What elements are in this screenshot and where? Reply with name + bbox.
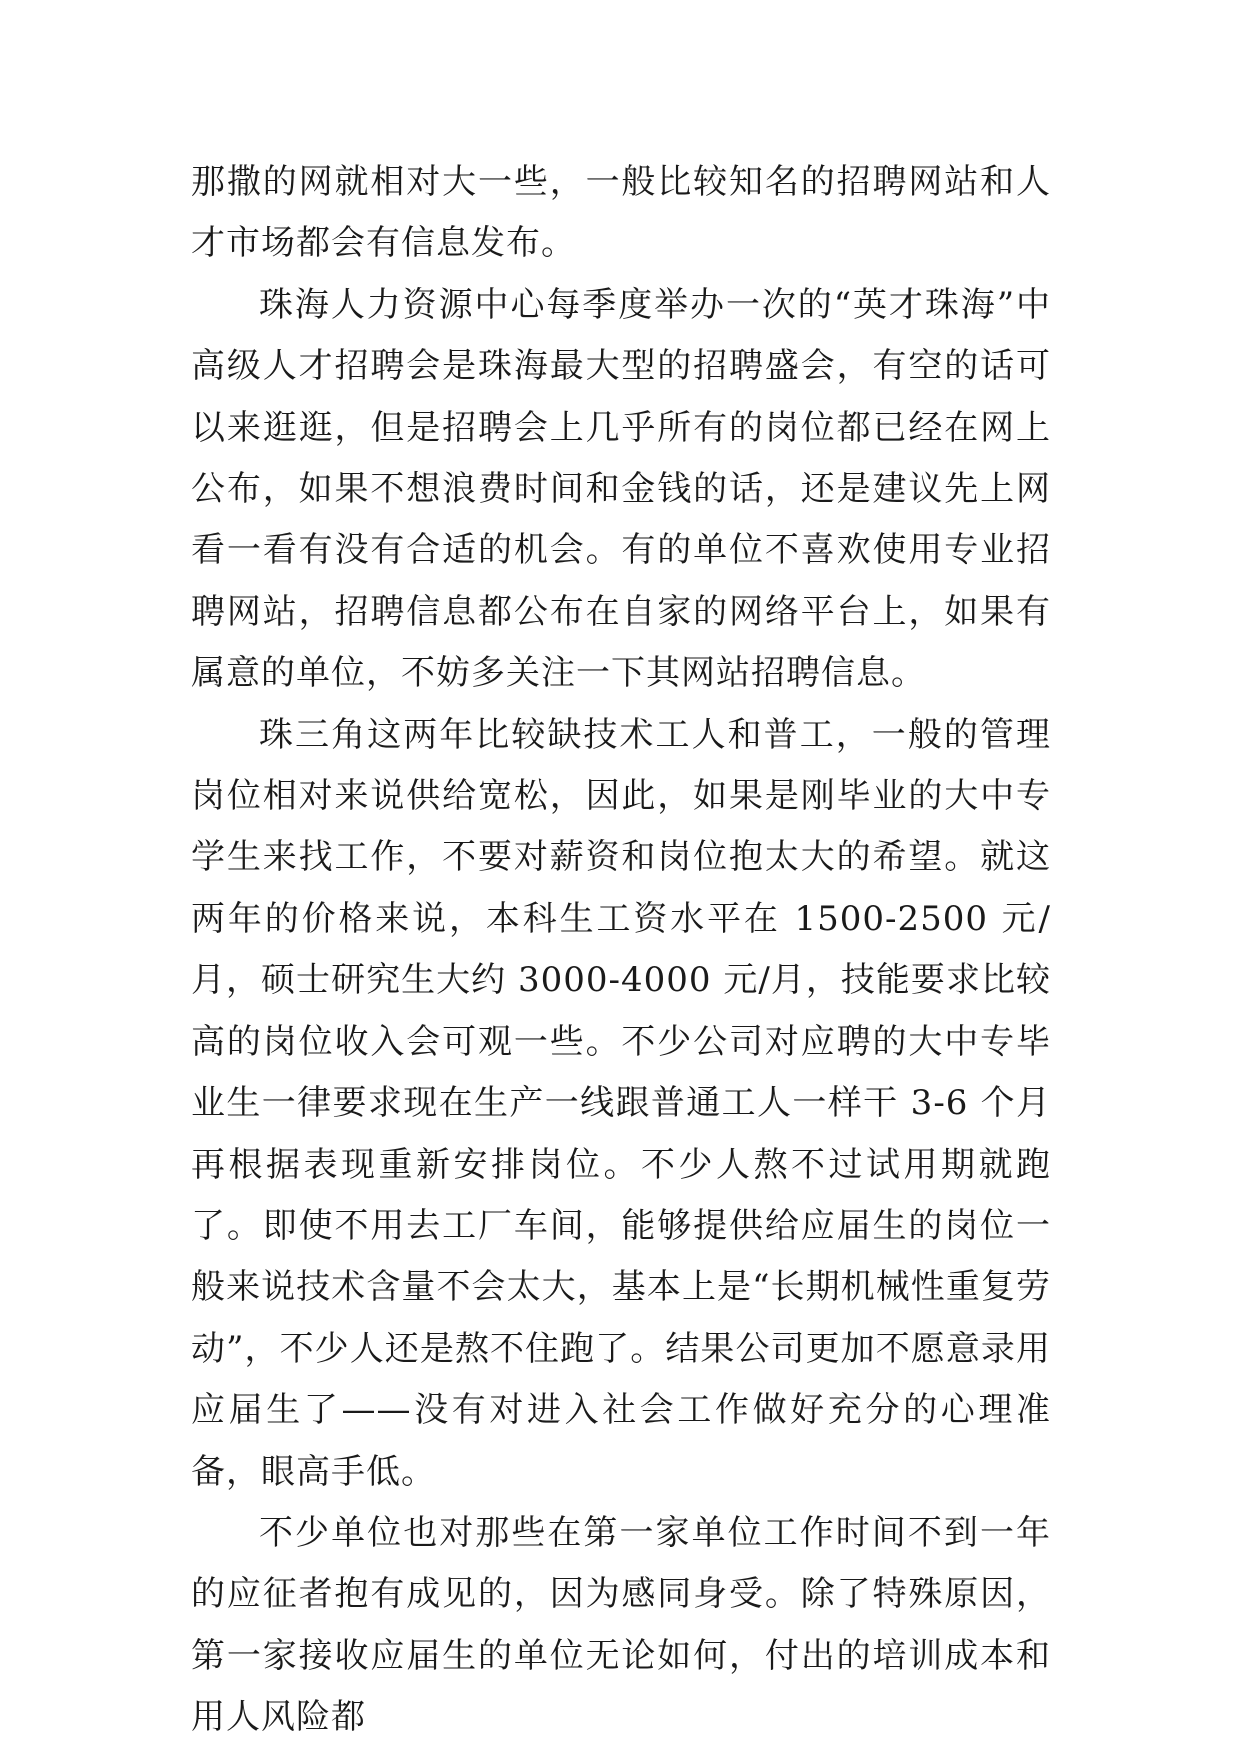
paragraph-1: 那撒的网就相对大一些，一般比较知名的招聘网站和人才市场都会有信息发布。 [191,162,1051,264]
paragraph-2: 珠海人力资源中心每季度举办一次的“英才珠海”中高级人才招聘会是珠海最大型的招聘盛会，有空的话可以来逛逛，但是招聘会上几乎所有的岗位都已经在网上公布，如果不想浪费时间和金钱的话，还是建议先上网看一看有没有合适的机会。有的单位不喜欢使用专业招聘网站，招聘信息都公布在自家的网络平台上，如果有属意的单位，不妨多关注一下其网站招聘信息。 [191,284,1051,694]
paragraph-4: 不少单位也对那些在第一家单位工作时间不到一年的应征者抱有成见的，因为感同身受。除了特殊原因，第一家接收应届生的单位无论如何，付出的培训成本和用人风险都 [191,1512,1051,1738]
paragraph-3: 珠三角这两年比较缺技术工人和普工，一般的管理岗位相对来说供给宽松，因此，如果是刚毕业的大中专学生来找工作，不要对薪资和岗位抱太大的希望。就这两年的价格来说，本科生工资水平在 1500-2500 元/月，硕士研究生大约 3000-4000 元/月，技能要求比较高的岗位收入会可观一些。不少公司对应聘的大中专毕业生一律要求现在生产一线跟普通工人一样干 3-6 个月再根据表现重新安排岗位。不少人熬不过试用期就跑了。即使不用去工厂车间，能够提供给应届生的岗位一般来说技术含量不会太大，基本上是“长期机械性重复劳动”，不少人还是熬不住跑了。结果公司更加不愿意录用应届生了——没有对进入社会工作做好充分的心理准备，眼高手低。 [191,714,1051,1492]
document-body [191,152,1051,1749]
